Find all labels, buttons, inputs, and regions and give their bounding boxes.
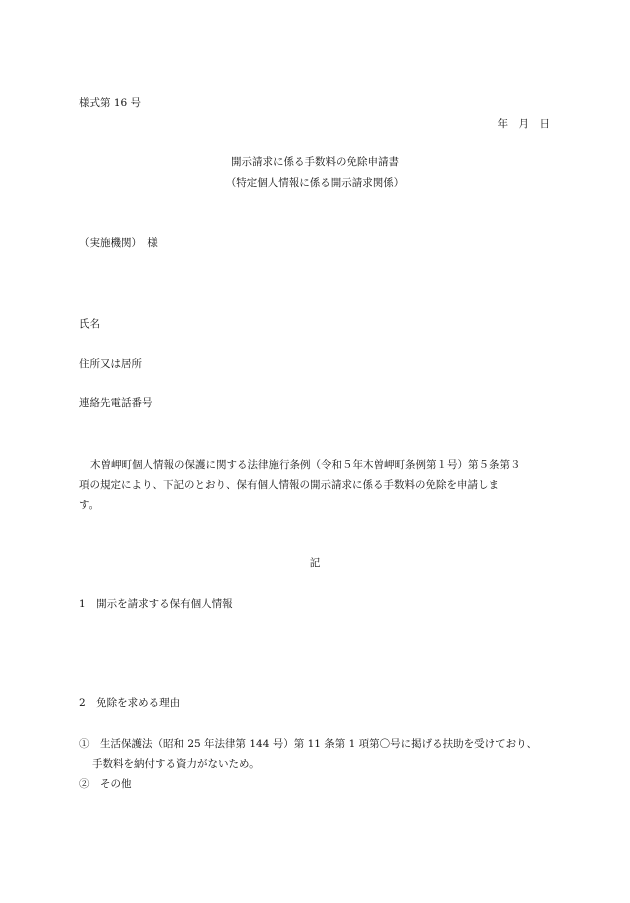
document-subtitle: （特定個人情報に係る開示請求関係） <box>225 177 405 189</box>
body-paragraph <box>79 455 557 515</box>
body-line: 項の規定により、下記のとおり、保有個人情報の開示請求に係る手数料の免除を申請しま <box>79 479 499 491</box>
form-number: 様式第 16 号 <box>79 97 142 109</box>
body-line: す。 <box>79 499 100 511</box>
date-line: 年 月 日 <box>497 118 550 130</box>
document-title: 開示請求に係る手数料の免除申請書 <box>231 156 399 168</box>
reason-item-1-continued: 手数料を納付する資力がないため。 <box>92 758 260 770</box>
section-1-heading: 1 開示を請求する保有個人情報 <box>79 598 233 610</box>
phone-label: 連絡先電話番号 <box>79 397 153 409</box>
name-label: 氏名 <box>79 318 100 330</box>
reason-item-2: ② その他 <box>79 778 132 790</box>
ki-heading: 記 <box>309 557 321 569</box>
addressee: （実施機関） 様 <box>79 237 158 249</box>
address-label: 住所又は居所 <box>79 358 142 370</box>
reason-item-1: ① 生活保護法（昭和 25 年法律第 144 号）第 11 条第 1 項第〇号に掲げる扶助を受けており、 <box>79 738 538 750</box>
section-2-heading: 2 免除を求める理由 <box>79 697 181 709</box>
body-line: 木曽岬町個人情報の保護に関する法律施行条例（令和５年木曽岬町条例第１号）第５条第３ <box>90 459 521 471</box>
